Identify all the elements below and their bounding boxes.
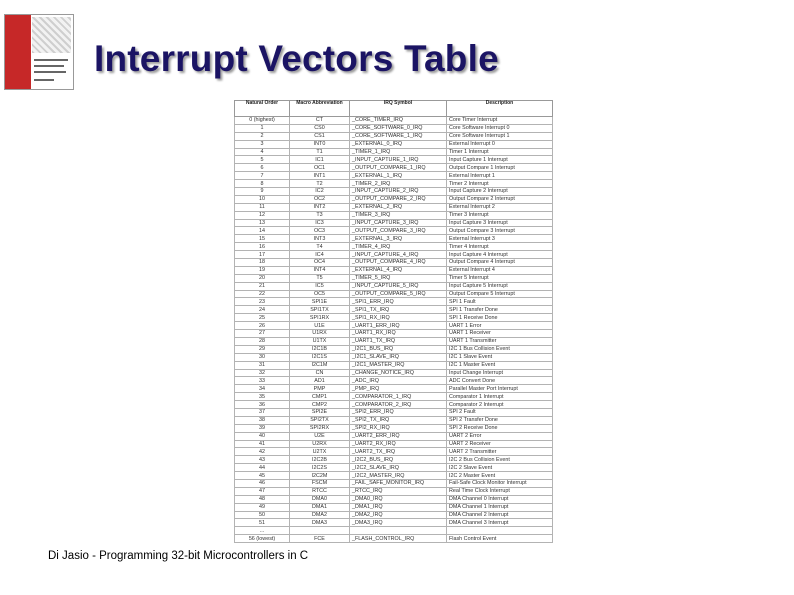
table-row <box>235 164 553 172</box>
cell-description: Input Capture 2 Interrupt <box>447 188 553 196</box>
cell-irq-symbol: _OUTPUT_COMPARE_1_IRQ <box>350 164 447 172</box>
cell-irq-symbol: _EXTERNAL_0_IRQ <box>350 140 447 148</box>
cell-macro: FCE <box>290 535 350 543</box>
cell-description: Input Capture 5 Interrupt <box>447 282 553 290</box>
table-row <box>235 235 553 243</box>
table-row <box>235 448 553 456</box>
cell-macro: INT0 <box>290 140 350 148</box>
cell-irq-symbol: _INPUT_CAPTURE_4_IRQ <box>350 251 447 259</box>
cell-description: Output Compare 4 Interrupt <box>447 259 553 267</box>
cell-irq-symbol: _EXTERNAL_4_IRQ <box>350 266 447 274</box>
cell-description: UART 2 Receiver <box>447 440 553 448</box>
cell-macro: OC1 <box>290 164 350 172</box>
cell-description: Core Software Interrupt 1 <box>447 132 553 140</box>
table-row <box>235 527 553 535</box>
cell-irq-symbol: _TIMER_3_IRQ <box>350 211 447 219</box>
cell-description: External Interrupt 0 <box>447 140 553 148</box>
cell-description: Real Time Clock Interrupt <box>447 487 553 495</box>
cell-description: Input Capture 1 Interrupt <box>447 156 553 164</box>
cell-macro: OC3 <box>290 227 350 235</box>
cell-irq-symbol: _EXTERNAL_2_IRQ <box>350 203 447 211</box>
table-row <box>235 203 553 211</box>
table-row <box>235 211 553 219</box>
cell-description: UART 1 Transmitter <box>447 337 553 345</box>
cell-macro: T4 <box>290 243 350 251</box>
cell-irq-symbol: _INPUT_CAPTURE_5_IRQ <box>350 282 447 290</box>
cell-natural-order: 33 <box>235 377 290 385</box>
table-row <box>235 361 553 369</box>
table-row <box>235 385 553 393</box>
cell-natural-order: 9 <box>235 188 290 196</box>
cell-description: External Interrupt 2 <box>447 203 553 211</box>
table-row <box>235 345 553 353</box>
cell-macro: DMA2 <box>290 511 350 519</box>
cell-natural-order: 14 <box>235 227 290 235</box>
cell-description: DMA Channel 2 Interrupt <box>447 511 553 519</box>
cell-description: UART 2 Transmitter <box>447 448 553 456</box>
table-row <box>235 306 553 314</box>
cell-macro: IC2 <box>290 188 350 196</box>
column-header-description: Description <box>447 101 553 117</box>
cell-macro: INT1 <box>290 172 350 180</box>
cell-description: Parallel Master Port Interrupt <box>447 385 553 393</box>
cell-natural-order: 49 <box>235 503 290 511</box>
cell-irq-symbol: _FLASH_CONTROL_IRQ <box>350 535 447 543</box>
cell-macro: SPI2TX <box>290 416 350 424</box>
cell-description: SPI 2 Transfer Done <box>447 416 553 424</box>
cell-macro: OC2 <box>290 195 350 203</box>
cell-macro: U1TX <box>290 337 350 345</box>
cell-irq-symbol: _I2C2_SLAVE_IRQ <box>350 464 447 472</box>
table-row <box>235 416 553 424</box>
cell-macro: T5 <box>290 274 350 282</box>
cell-irq-symbol: _UART1_RX_IRQ <box>350 330 447 338</box>
cell-irq-symbol <box>350 527 447 535</box>
cell-irq-symbol: _I2C1_BUS_IRQ <box>350 345 447 353</box>
cell-macro: INT2 <box>290 203 350 211</box>
cell-description: I2C 1 Slave Event <box>447 353 553 361</box>
cell-natural-order: 38 <box>235 416 290 424</box>
cell-natural-order: 12 <box>235 211 290 219</box>
cell-macro: SPI1E <box>290 298 350 306</box>
cell-macro: IC3 <box>290 219 350 227</box>
cell-natural-order: 35 <box>235 393 290 401</box>
cell-description: SPI 1 Transfer Done <box>447 306 553 314</box>
cell-description: Timer 4 Interrupt <box>447 243 553 251</box>
table-row <box>235 322 553 330</box>
cover-text-line <box>34 59 68 61</box>
table-row <box>235 188 553 196</box>
cell-description: I2C 2 Slave Event <box>447 464 553 472</box>
table-row <box>235 511 553 519</box>
cell-irq-symbol: _I2C2_MASTER_IRQ <box>350 472 447 480</box>
cell-description: Core Timer Interrupt <box>447 117 553 125</box>
table-row <box>235 290 553 298</box>
cell-irq-symbol: _I2C2_BUS_IRQ <box>350 456 447 464</box>
cell-irq-symbol: _SPI1_ERR_IRQ <box>350 298 447 306</box>
cell-natural-order: 32 <box>235 369 290 377</box>
cell-description: Flash Control Event <box>447 535 553 543</box>
cell-description: External Interrupt 4 <box>447 266 553 274</box>
cell-description: Comparator 2 Interrupt <box>447 401 553 409</box>
column-header-irq-symbol: IRQ Symbol <box>350 101 447 117</box>
cell-irq-symbol: _CORE_TIMER_IRQ <box>350 117 447 125</box>
cell-irq-symbol: _SPI2_RX_IRQ <box>350 424 447 432</box>
cell-macro: I2C2M <box>290 472 350 480</box>
cell-description: I2C 1 Bus Collision Event <box>447 345 553 353</box>
cell-description: Core Software Interrupt 0 <box>447 124 553 132</box>
cell-macro: I2C1B <box>290 345 350 353</box>
cell-irq-symbol: _SPI1_RX_IRQ <box>350 314 447 322</box>
cell-macro: CMP1 <box>290 393 350 401</box>
cell-macro: CS1 <box>290 132 350 140</box>
cell-irq-symbol: _TIMER_5_IRQ <box>350 274 447 282</box>
cell-description: SPI 2 Fault <box>447 408 553 416</box>
table-row <box>235 243 553 251</box>
cell-natural-order: 24 <box>235 306 290 314</box>
cell-natural-order: 4 <box>235 148 290 156</box>
cell-macro: IC4 <box>290 251 350 259</box>
table-row <box>235 330 553 338</box>
table-row <box>235 432 553 440</box>
cell-macro: DMA1 <box>290 503 350 511</box>
cell-natural-order: 34 <box>235 385 290 393</box>
cell-description: SPI 2 Receive Done <box>447 424 553 432</box>
cell-natural-order: 20 <box>235 274 290 282</box>
cell-macro <box>290 527 350 535</box>
cell-macro: I2C2S <box>290 464 350 472</box>
cell-natural-order: 7 <box>235 172 290 180</box>
cover-illustration <box>32 17 71 53</box>
cell-irq-symbol: _OUTPUT_COMPARE_4_IRQ <box>350 259 447 267</box>
column-header-natural-order: Natural Order <box>235 101 290 117</box>
cell-macro: CS0 <box>290 124 350 132</box>
cell-natural-order: 16 <box>235 243 290 251</box>
cell-natural-order: 13 <box>235 219 290 227</box>
cell-irq-symbol: _INPUT_CAPTURE_1_IRQ <box>350 156 447 164</box>
cell-macro: CMP2 <box>290 401 350 409</box>
cell-natural-order: 46 <box>235 479 290 487</box>
cell-natural-order: 30 <box>235 353 290 361</box>
cell-natural-order: 42 <box>235 448 290 456</box>
cell-irq-symbol: _EXTERNAL_1_IRQ <box>350 172 447 180</box>
cover-text-line <box>34 71 66 73</box>
cell-irq-symbol: _DMA3_IRQ <box>350 519 447 527</box>
cell-irq-symbol: _COMPARATOR_2_IRQ <box>350 401 447 409</box>
cell-description: Input Change Interrupt <box>447 369 553 377</box>
table-row <box>235 195 553 203</box>
cell-natural-order: 11 <box>235 203 290 211</box>
cell-natural-order: 51 <box>235 519 290 527</box>
cell-natural-order: ... <box>235 527 290 535</box>
slide-footer: Di Jasio - Programming 32-bit Microcontrollers in C <box>48 550 309 562</box>
cell-natural-order: 23 <box>235 298 290 306</box>
cell-description: UART 1 Error <box>447 322 553 330</box>
table-row <box>235 487 553 495</box>
cell-description <box>447 527 553 535</box>
cell-natural-order: 8 <box>235 180 290 188</box>
cell-macro: T2 <box>290 180 350 188</box>
table-row <box>235 266 553 274</box>
cell-irq-symbol: _DMA2_IRQ <box>350 511 447 519</box>
cell-macro: I2C1S <box>290 353 350 361</box>
cell-macro: I2C2B <box>290 456 350 464</box>
cell-irq-symbol: _UART1_ERR_IRQ <box>350 322 447 330</box>
cell-natural-order: 22 <box>235 290 290 298</box>
table-row <box>235 424 553 432</box>
cell-description: Output Compare 2 Interrupt <box>447 195 553 203</box>
table-row <box>235 219 553 227</box>
cell-description: SPI 1 Receive Done <box>447 314 553 322</box>
cell-natural-order: 10 <box>235 195 290 203</box>
table-header-row <box>235 101 553 117</box>
cell-irq-symbol: _DMA0_IRQ <box>350 495 447 503</box>
cell-macro: SPI1RX <box>290 314 350 322</box>
table-row <box>235 132 553 140</box>
table-row <box>235 156 553 164</box>
cell-macro: U2TX <box>290 448 350 456</box>
cell-macro: AD1 <box>290 377 350 385</box>
slide-title: Interrupt Vectors Table <box>94 38 499 79</box>
cell-natural-order: 48 <box>235 495 290 503</box>
cell-macro: U2E <box>290 432 350 440</box>
cell-irq-symbol: _CHANGE_NOTICE_IRQ <box>350 369 447 377</box>
cell-irq-symbol: _CORE_SOFTWARE_0_IRQ <box>350 124 447 132</box>
cell-description: I2C 2 Bus Collision Event <box>447 456 553 464</box>
cell-natural-order: 27 <box>235 330 290 338</box>
cell-macro: U1RX <box>290 330 350 338</box>
table-row <box>235 401 553 409</box>
cell-natural-order: 26 <box>235 322 290 330</box>
table-row <box>235 337 553 345</box>
table-row <box>235 282 553 290</box>
cell-natural-order: 29 <box>235 345 290 353</box>
cell-natural-order: 6 <box>235 164 290 172</box>
cell-description: UART 2 Error <box>447 432 553 440</box>
table-row <box>235 456 553 464</box>
cell-macro: OC4 <box>290 259 350 267</box>
table-row <box>235 495 553 503</box>
table-row <box>235 140 553 148</box>
cell-description: Input Capture 4 Interrupt <box>447 251 553 259</box>
cell-macro: U1E <box>290 322 350 330</box>
cover-text-line <box>34 79 54 81</box>
cell-natural-order: 50 <box>235 511 290 519</box>
cell-macro: SPI1TX <box>290 306 350 314</box>
cover-red-band <box>5 15 31 89</box>
cell-macro: INT4 <box>290 266 350 274</box>
table-row <box>235 274 553 282</box>
cell-macro: INT3 <box>290 235 350 243</box>
cell-irq-symbol: _OUTPUT_COMPARE_3_IRQ <box>350 227 447 235</box>
cell-natural-order: 37 <box>235 408 290 416</box>
cell-natural-order: 1 <box>235 124 290 132</box>
interrupt-vectors-table <box>234 100 553 543</box>
cell-irq-symbol: _ADC_IRQ <box>350 377 447 385</box>
cell-description: ADC Convert Done <box>447 377 553 385</box>
table-row <box>235 472 553 480</box>
cell-irq-symbol: _INPUT_CAPTURE_3_IRQ <box>350 219 447 227</box>
cell-description: I2C 1 Master Event <box>447 361 553 369</box>
cell-description: Timer 5 Interrupt <box>447 274 553 282</box>
cell-description: External Interrupt 3 <box>447 235 553 243</box>
table-row <box>235 148 553 156</box>
cell-irq-symbol: _EXTERNAL_3_IRQ <box>350 235 447 243</box>
cell-natural-order: 21 <box>235 282 290 290</box>
cell-macro: IC5 <box>290 282 350 290</box>
table-row <box>235 251 553 259</box>
table-row <box>235 369 553 377</box>
cell-macro: PMP <box>290 385 350 393</box>
table-row <box>235 408 553 416</box>
cell-description: Output Compare 5 Interrupt <box>447 290 553 298</box>
cell-macro: SPI2RX <box>290 424 350 432</box>
cell-description: Timer 3 Interrupt <box>447 211 553 219</box>
cell-description: DMA Channel 3 Interrupt <box>447 519 553 527</box>
cell-natural-order: 47 <box>235 487 290 495</box>
cell-natural-order: 18 <box>235 259 290 267</box>
table-row <box>235 259 553 267</box>
cell-irq-symbol: _TIMER_4_IRQ <box>350 243 447 251</box>
cell-natural-order: 3 <box>235 140 290 148</box>
cell-irq-symbol: _UART1_TX_IRQ <box>350 337 447 345</box>
cell-natural-order: 28 <box>235 337 290 345</box>
cell-natural-order: 15 <box>235 235 290 243</box>
table-row <box>235 393 553 401</box>
cell-natural-order: 19 <box>235 266 290 274</box>
table-row <box>235 519 553 527</box>
table-row <box>235 440 553 448</box>
cell-description: Timer 2 Interrupt <box>447 180 553 188</box>
cell-irq-symbol: _COMPARATOR_1_IRQ <box>350 393 447 401</box>
cell-description: Comparator 1 Interrupt <box>447 393 553 401</box>
cell-irq-symbol: _CORE_SOFTWARE_1_IRQ <box>350 132 447 140</box>
table-row <box>235 535 553 543</box>
cell-natural-order: 43 <box>235 456 290 464</box>
cell-macro: RTCC <box>290 487 350 495</box>
cell-description: External Interrupt 1 <box>447 172 553 180</box>
cell-natural-order: 25 <box>235 314 290 322</box>
cell-natural-order: 0 (highest) <box>235 117 290 125</box>
cell-description: Input Capture 3 Interrupt <box>447 219 553 227</box>
cell-macro: CT <box>290 117 350 125</box>
cell-irq-symbol: _INPUT_CAPTURE_2_IRQ <box>350 188 447 196</box>
column-header-macro-abbreviation: Macro Abbreviation <box>290 101 350 117</box>
cell-macro: DMA0 <box>290 495 350 503</box>
table-row <box>235 117 553 125</box>
table-row <box>235 180 553 188</box>
table-row <box>235 314 553 322</box>
cell-irq-symbol: _TIMER_2_IRQ <box>350 180 447 188</box>
cell-natural-order: 5 <box>235 156 290 164</box>
cell-natural-order: 39 <box>235 424 290 432</box>
cell-description: Output Compare 3 Interrupt <box>447 227 553 235</box>
cell-macro: IC1 <box>290 156 350 164</box>
cell-natural-order: 40 <box>235 432 290 440</box>
table-row <box>235 298 553 306</box>
cell-description: SPI 1 Fault <box>447 298 553 306</box>
table-row <box>235 227 553 235</box>
table-row <box>235 172 553 180</box>
cell-irq-symbol: _SPI2_ERR_IRQ <box>350 408 447 416</box>
cell-irq-symbol: _SPI1_TX_IRQ <box>350 306 447 314</box>
cell-natural-order: 56 (lowest) <box>235 535 290 543</box>
book-cover-thumbnail <box>4 14 74 90</box>
cell-natural-order: 44 <box>235 464 290 472</box>
table-row <box>235 353 553 361</box>
cell-irq-symbol: _PMP_IRQ <box>350 385 447 393</box>
table-row <box>235 479 553 487</box>
cell-irq-symbol: _DMA1_IRQ <box>350 503 447 511</box>
cell-macro: T1 <box>290 148 350 156</box>
cell-macro: OC5 <box>290 290 350 298</box>
cell-description: UART 1 Receiver <box>447 330 553 338</box>
cell-macro: DMA3 <box>290 519 350 527</box>
cell-irq-symbol: _I2C1_MASTER_IRQ <box>350 361 447 369</box>
cell-irq-symbol: _UART2_TX_IRQ <box>350 448 447 456</box>
cell-macro: I2C1M <box>290 361 350 369</box>
cell-description: Output Compare 1 Interrupt <box>447 164 553 172</box>
cell-macro: U2RX <box>290 440 350 448</box>
cell-description: Timer 1 Interrupt <box>447 148 553 156</box>
cell-macro: SPI2E <box>290 408 350 416</box>
cell-irq-symbol: _OUTPUT_COMPARE_2_IRQ <box>350 195 447 203</box>
cell-description: DMA Channel 0 Interrupt <box>447 495 553 503</box>
table-row <box>235 124 553 132</box>
cell-natural-order: 36 <box>235 401 290 409</box>
cell-irq-symbol: _OUTPUT_COMPARE_5_IRQ <box>350 290 447 298</box>
table-row <box>235 464 553 472</box>
cell-irq-symbol: _I2C1_SLAVE_IRQ <box>350 353 447 361</box>
cell-irq-symbol: _TIMER_1_IRQ <box>350 148 447 156</box>
cell-natural-order: 31 <box>235 361 290 369</box>
cell-macro: FSCM <box>290 479 350 487</box>
cell-natural-order: 45 <box>235 472 290 480</box>
cell-irq-symbol: _FAIL_SAFE_MONITOR_IRQ <box>350 479 447 487</box>
table-row <box>235 503 553 511</box>
cell-description: DMA Channel 1 Interrupt <box>447 503 553 511</box>
cell-macro: T3 <box>290 211 350 219</box>
cell-irq-symbol: _RTCC_IRQ <box>350 487 447 495</box>
cell-description: Fail-Safe Clock Monitor Interrupt <box>447 479 553 487</box>
cell-natural-order: 2 <box>235 132 290 140</box>
cell-description: I2C 2 Master Event <box>447 472 553 480</box>
table-body <box>235 117 553 543</box>
table-row <box>235 377 553 385</box>
cell-irq-symbol: _UART2_ERR_IRQ <box>350 432 447 440</box>
cell-macro: CN <box>290 369 350 377</box>
cell-natural-order: 17 <box>235 251 290 259</box>
interrupt-vectors-table-image <box>234 100 552 542</box>
cell-irq-symbol: _UART2_RX_IRQ <box>350 440 447 448</box>
cover-text-line <box>34 65 64 67</box>
cell-natural-order: 41 <box>235 440 290 448</box>
cell-irq-symbol: _SPI2_TX_IRQ <box>350 416 447 424</box>
